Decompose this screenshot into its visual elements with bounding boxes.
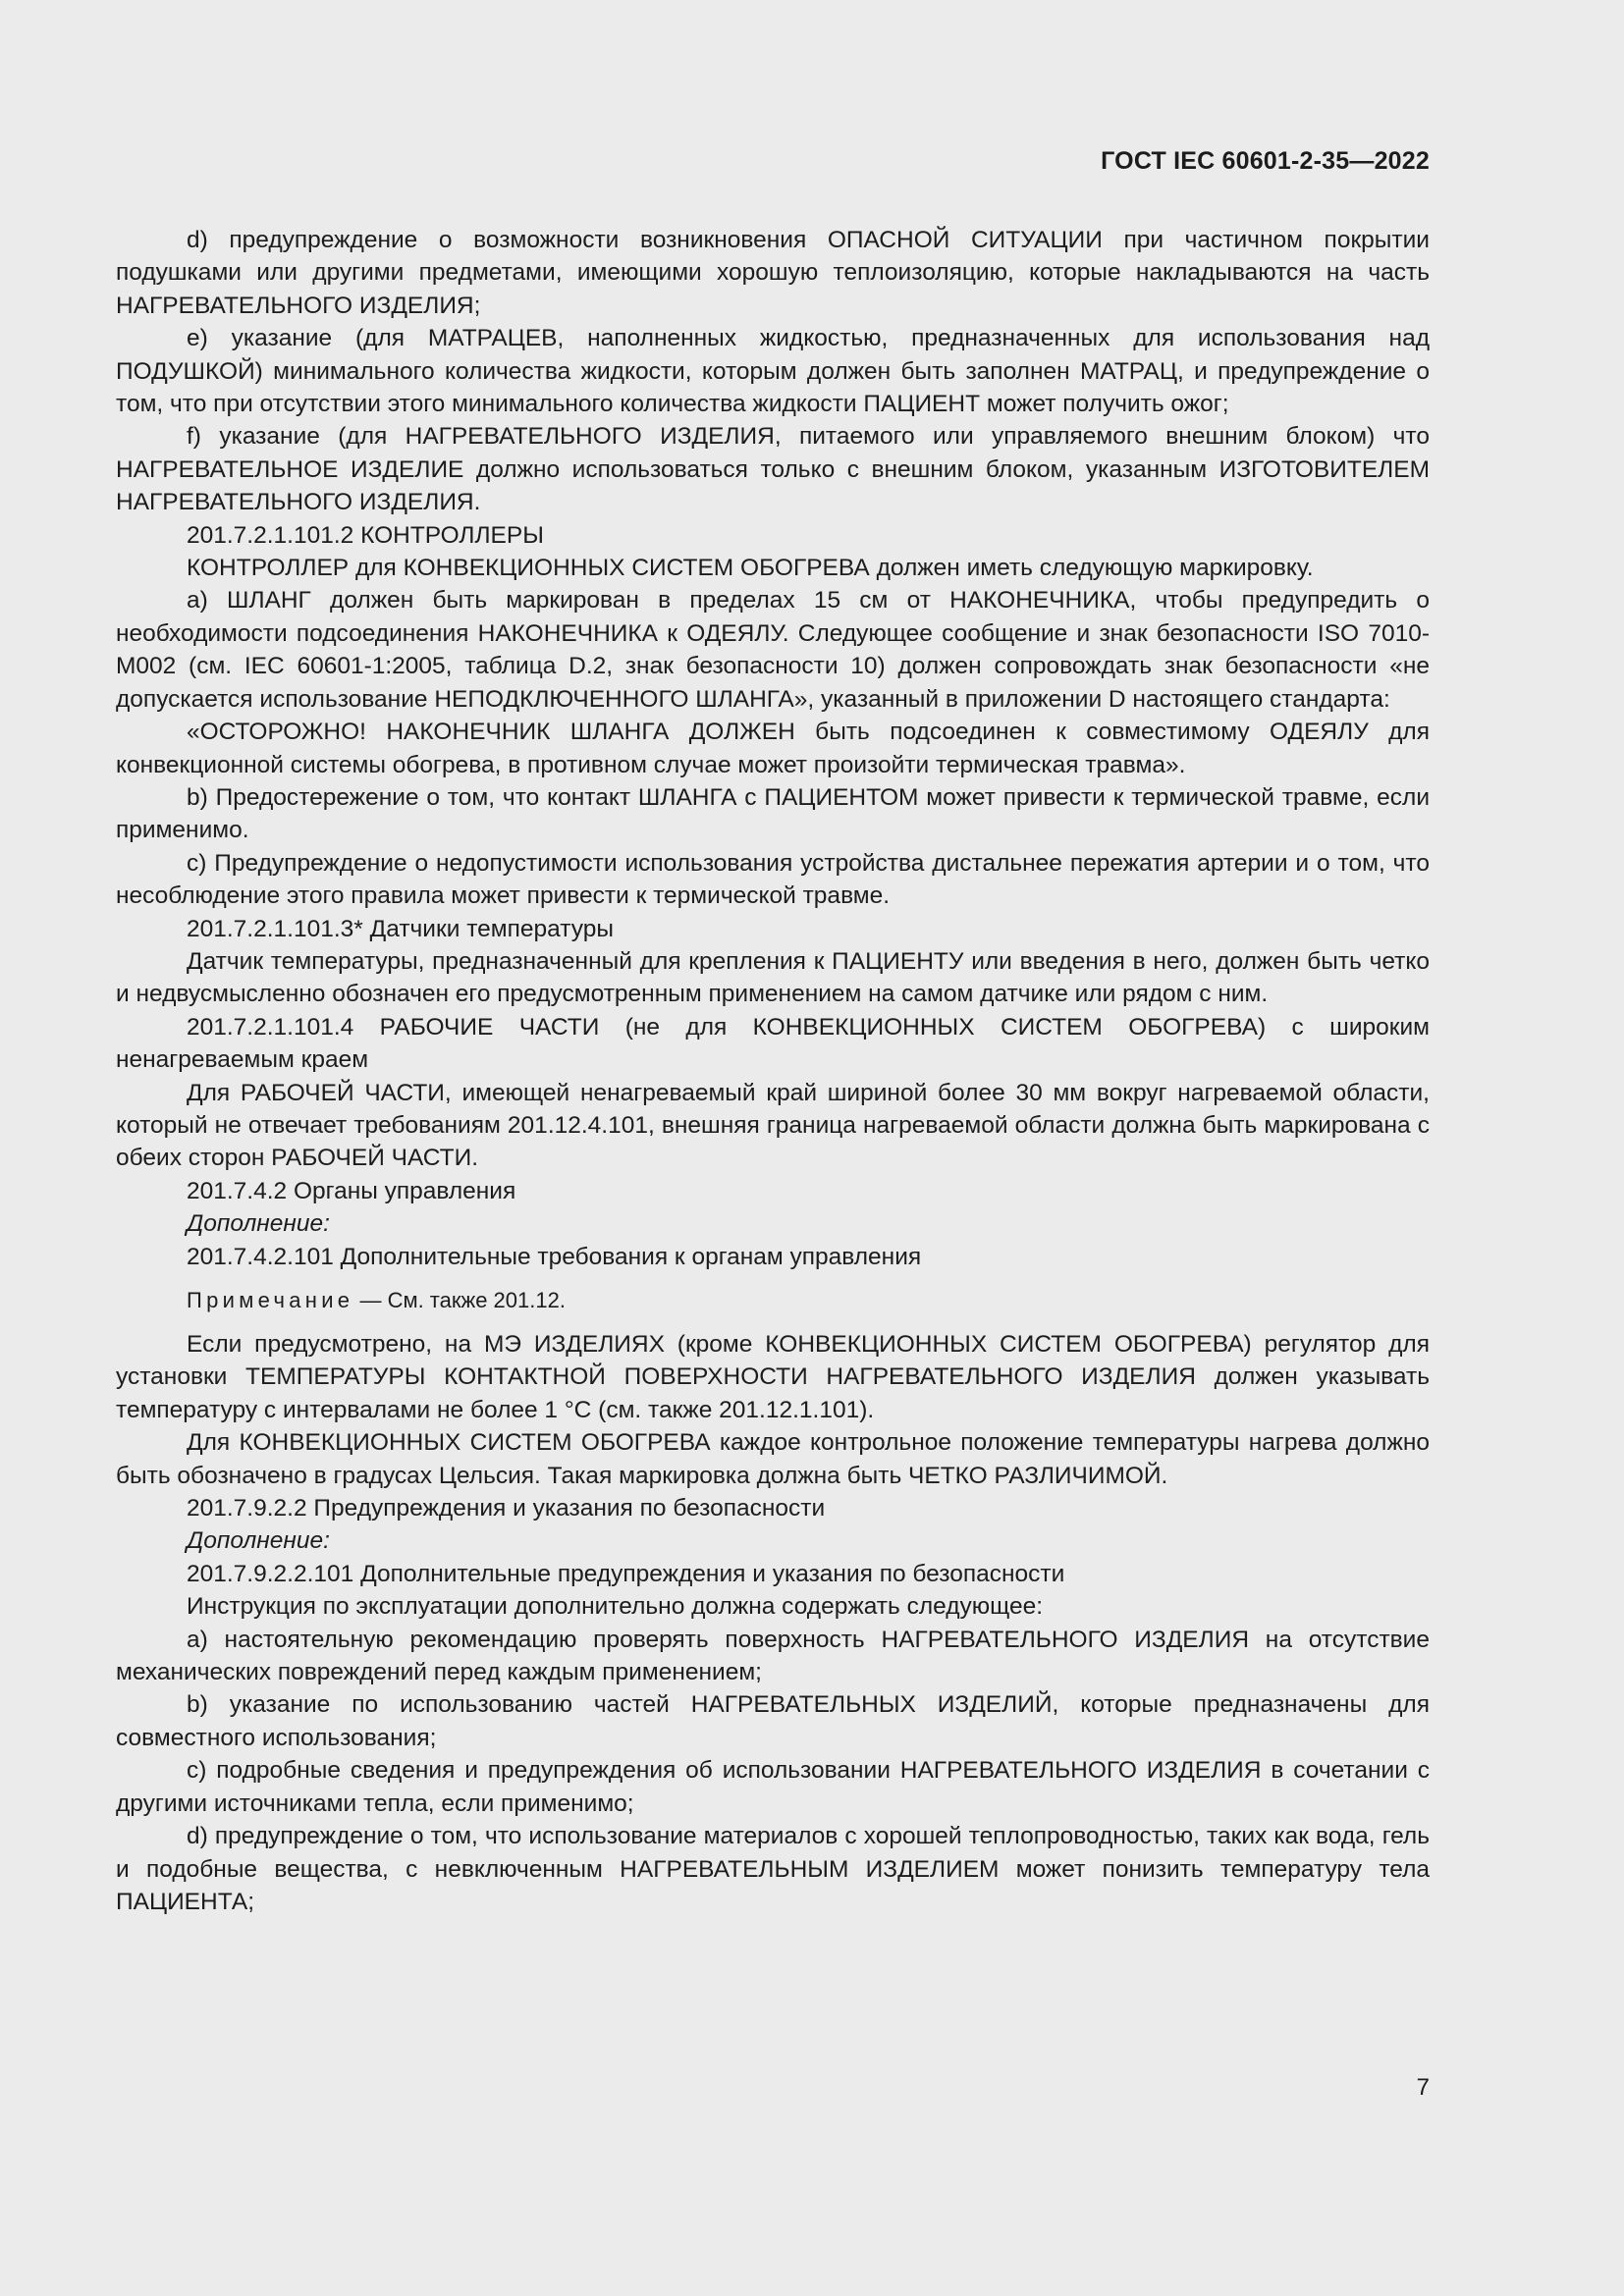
list-item-a: a) настоятельную рекомендацию проверять поверхность НАГРЕВАТЕЛЬНОГО ИЗДЕЛИЯ на отсутствие механических повреждений перед каждым применением; <box>116 1626 1430 1686</box>
section-heading-controls: 201.7.4.2 Органы управления <box>187 1177 516 1204</box>
paragraph-controller-marking: КОНТРОЛЛЕР для КОНВЕКЦИОННЫХ СИСТЕМ ОБОГРЕВА должен иметь следующую маркировку. <box>187 555 1314 582</box>
standard-header: ГОСТ IEC 60601-2-35—2022 <box>1101 147 1430 175</box>
list-item-d: d) предупреждение о том, что использование материалов с хорошей теплопроводностью, таких как вода, гель и подобные вещества, с невключенным НАГРЕВАТЕЛЬНЫМ ИЗДЕЛИЕМ может понизить температуру тела ПАЦИЕНТА; <box>116 1823 1430 1915</box>
list-item-c: c) подробные сведения и предупреждения об использовании НАГРЕВАТЕЛЬНОГО ИЗДЕЛИЯ в сочетании с другими источниками тепла, если применимо; <box>116 1757 1430 1817</box>
paragraph-temperature-sensor: Датчик температуры, предназначенный для крепления к ПАЦИЕНТУ или введения в него, должен быть четко и недвусмысленно обозначен его предусмотренным применением на самом датчике или рядом с ним. <box>116 947 1430 1008</box>
paragraph-caution-b: b) Предостережение о том, что контакт ШЛАНГА с ПАЦИЕНТОМ может привести к термической травме, если применимо. <box>116 783 1430 844</box>
paragraph-temperature-regulator: Если предусмотрено, на МЭ ИЗДЕЛИЯХ (кроме КОНВЕКЦИОННЫХ СИСТЕМ ОБОГРЕВА) регулятор для установки ТЕМПЕРАТУРЫ КОНТАКТНОЙ ПОВЕРХНОСТИ НАГРЕВАТЕЛЬНОГО ИЗДЕЛИЯ должен указывать температуру с интервалами не более 1 °С (см. также 201.12.1.101). <box>116 1331 1430 1423</box>
paragraph-hose-marking-a: a) ШЛАНГ должен быть маркирован в пределах 15 см от НАКОНЕЧНИКА, чтобы предупредить о необходимости подсоединения НАКОНЕЧНИКА к ОДЕЯЛУ. Следующее сообщение и знак безопасности ISO 7010-M002 (см. IEC 60601-1:2005, таблица D.2, знак безопасности 10) должен сопровождать знак безопасности «не допускается использование НЕПОДКЛЮЧЕННОГО ШЛАНГА», указанный в приложении D настоящего стандарта: <box>116 587 1430 713</box>
paragraph-warning-quote: «ОСТОРОЖНО! НАКОНЕЧНИК ШЛАНГА ДОЛЖЕН быть подсоединен к совместимому ОДЕЯЛУ для конвекционной системы обогрева, в противном случае может произойти термическая травма». <box>116 719 1430 778</box>
document-body <box>116 224 1430 1918</box>
section-heading-additional-warnings: 201.7.9.2.2.101 Дополнительные предупреждения и указания по безопасности <box>187 1560 1065 1587</box>
note-label: Примечание <box>187 1288 354 1312</box>
paragraph-convective-marking: Для КОНВЕКЦИОННЫХ СИСТЕМ ОБОГРЕВА каждое контрольное положение температуры нагрева должно быть обозначено в градусах Цельсия. Такая маркировка должна быть ЧЕТКО РАЗЛИЧИМОЙ. <box>116 1429 1430 1489</box>
paragraph-warning-d: d) предупреждение о возможности возникновения ОПАСНОЙ СИТУАЦИИ при частичном покрытии подушками или другими предметами, имеющими хорошую теплоизоляцию, которые накладываются на часть НАГРЕВАТЕЛЬНОГО ИЗДЕЛИЯ; <box>116 227 1430 319</box>
note-text: — См. также 201.12. <box>353 1288 566 1312</box>
paragraph-applied-part-edge: Для РАБОЧЕЙ ЧАСТИ, имеющей ненагреваемый край шириной более 30 мм вокруг нагреваемой области, который не отвечает требованиям 201.12.4.101, внешняя граница нагреваемой области должна быть маркирована с обеих сторон РАБОЧЕЙ ЧАСТИ. <box>116 1079 1430 1172</box>
paragraph-instruction-e: e) указание (для МАТРАЦЕВ, наполненных жидкостью, предназначенных для использования над ПОДУШКОЙ) минимального количества жидкости, которым должен быть заполнен МАТРАЦ, и предупреждение о том, что при отсутствии этого минимального количества жидкости ПАЦИЕНТ может получить ожог; <box>116 325 1430 418</box>
addition-label: Дополнение: <box>187 1210 330 1238</box>
section-heading-applied-parts: 201.7.2.1.101.4 РАБОЧИЕ ЧАСТИ (не для КОНВЕКЦИОННЫХ СИСТЕМ ОБОГРЕВА) с широким ненагреваемым краем <box>116 1013 1430 1074</box>
list-item-b: b) указание по использованию частей НАГРЕВАТЕЛЬНЫХ ИЗДЕЛИЙ, которые предназначены для совместного использования; <box>116 1691 1430 1751</box>
paragraph-instruction-f: f) указание (для НАГРЕВАТЕЛЬНОГО ИЗДЕЛИЯ, питаемого или управляемого внешним блоком) что НАГРЕВАТЕЛЬНОЕ ИЗДЕЛИЕ должно использоваться только с внешним блоком, указанным ИЗГОТОВИТЕЛЕМ НАГРЕВАТЕЛЬНОГО ИЗДЕЛИЯ. <box>116 423 1430 516</box>
paragraph-instructions-intro: Инструкция по эксплуатации дополнительно должна содержать следующее: <box>187 1593 1044 1621</box>
addition-label-2: Дополнение: <box>187 1527 330 1555</box>
section-heading-safety-warnings: 201.7.9.2.2 Предупреждения и указания по безопасности <box>187 1495 826 1522</box>
paragraph-warning-c: c) Предупреждение о недопустимости использования устройства дистальнее пережатия артерии и о том, что несоблюдение этого правила может привести к термической травме. <box>116 849 1430 910</box>
section-heading-temperature-sensors: 201.7.2.1.101.3* Датчики температуры <box>187 915 614 942</box>
note <box>116 1285 1430 1316</box>
section-heading-controllers: 201.7.2.1.101.2 КОНТРОЛЛЕРЫ <box>187 521 544 549</box>
section-heading-controls-requirements: 201.7.4.2.101 Дополнительные требования к органам управления <box>187 1243 922 1270</box>
page-number: 7 <box>1416 2074 1430 2101</box>
